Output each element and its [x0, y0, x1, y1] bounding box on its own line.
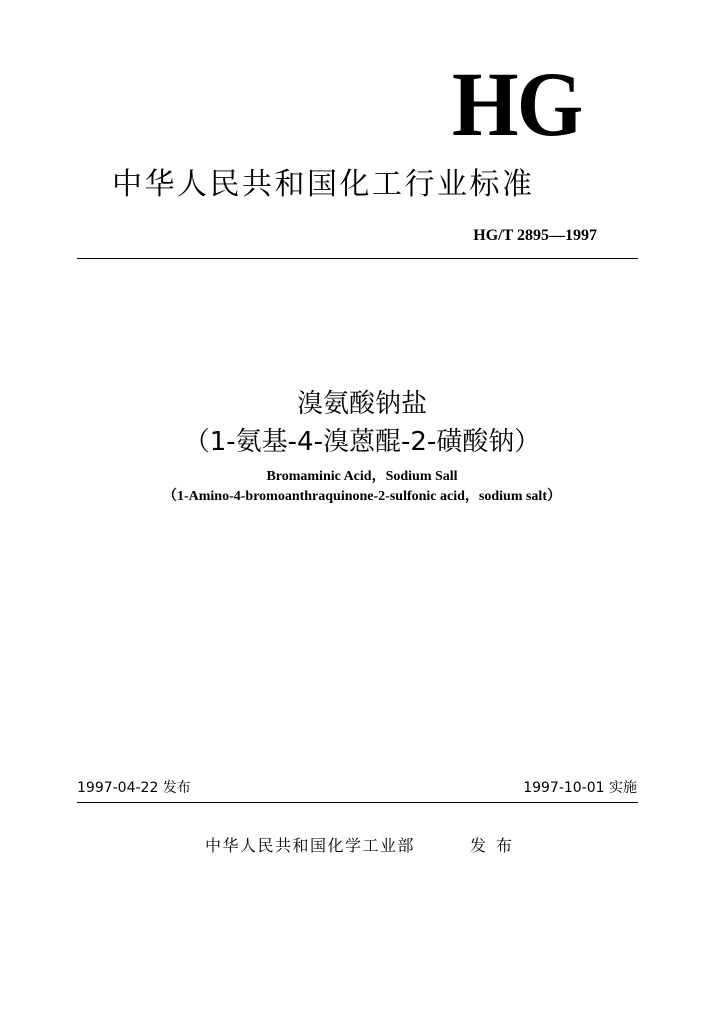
header-divider [77, 258, 638, 259]
cn-title-line1: 溴氨酸钠盐 [296, 389, 427, 419]
en-title-line1: Bromaminic Acid，Sodium Sall [266, 469, 458, 484]
issuer-name: 中华人民共和国化学工业部 [205, 836, 416, 855]
hg-logo: HG [452, 53, 582, 155]
standard-code: HG/T 2895—1997 [473, 227, 597, 244]
footer-divider [77, 802, 638, 803]
standard-title: 中华人民共和国化工行业标准 [112, 167, 535, 202]
en-title-line2: （1-Amino-4-bromoanthraquinone-2-sulfonic acid，sodium salt） [162, 489, 561, 504]
implementation-date: 1997-10-01 实施 [523, 780, 637, 796]
issuer-action: 发布 [470, 836, 523, 855]
issue-date: 1997-04-22 发布 [77, 780, 191, 796]
cn-title-line2: （1-氨基-4-溴蒽醌-2-磺酸钠） [183, 427, 541, 457]
